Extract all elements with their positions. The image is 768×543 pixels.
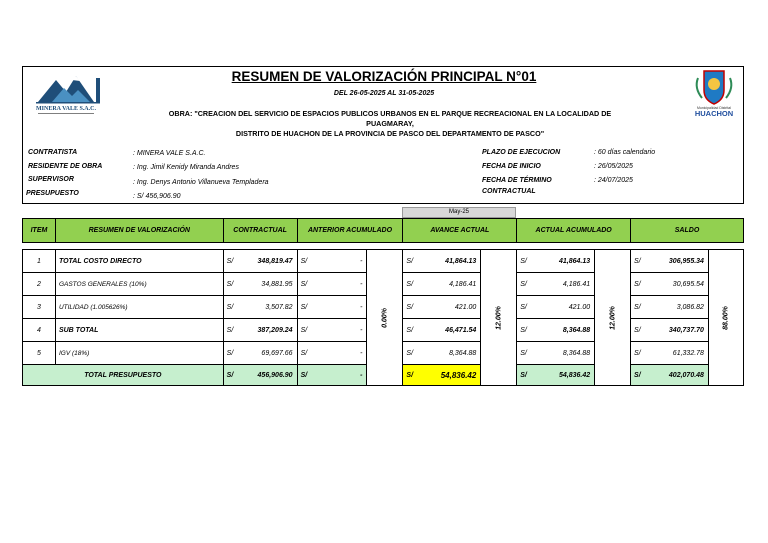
currency: S/ bbox=[631, 365, 649, 386]
contratista-label: CONTRATISTA bbox=[28, 149, 78, 156]
col-actual: ACTUAL ACUMULADO bbox=[517, 219, 631, 243]
currency: S/ bbox=[517, 296, 535, 319]
currency: S/ bbox=[223, 273, 241, 296]
currency: S/ bbox=[517, 250, 535, 273]
obra-line-1: OBRA: "CREACION DEL SERVICIO DE ESPACIOS PUBLICOS URBANOS EN EL PARQUE RECREACIONAL EN LA LOCALIDAD DE PUAGMARAY, bbox=[168, 109, 612, 128]
row-item: 3 bbox=[23, 296, 56, 319]
col-resumen: RESUMEN DE VALORIZACIÓN bbox=[55, 219, 223, 243]
row-desc: GASTOS GENERALES (10%) bbox=[55, 273, 223, 296]
contractual-label: CONTRACTUAL bbox=[482, 188, 536, 195]
logo-right-small: Municipalidad Distrital bbox=[696, 106, 732, 110]
logo-left-text: MINERA VALE S.A.C. bbox=[36, 106, 96, 112]
currency: S/ bbox=[403, 296, 421, 319]
row-saldo: 306,955.34 bbox=[649, 250, 709, 273]
logo-right-text: HUACHON bbox=[694, 109, 734, 118]
contratista-value: : MINERA VALE S.A.C. bbox=[133, 150, 206, 157]
currency: S/ bbox=[631, 319, 649, 342]
inicio-value: : 26/05/2025 bbox=[594, 163, 633, 170]
row-item: 5 bbox=[23, 342, 56, 365]
currency: S/ bbox=[517, 365, 535, 386]
termino-value: : 24/07/2025 bbox=[594, 177, 633, 184]
currency: S/ bbox=[403, 342, 421, 365]
row-avance: 41,864.13 bbox=[421, 250, 481, 273]
plazo-value: : 60 días calendario bbox=[594, 149, 656, 156]
currency: S/ bbox=[403, 273, 421, 296]
currency: S/ bbox=[297, 273, 315, 296]
row-avance: 4,186.41 bbox=[421, 273, 481, 296]
row-item: 2 bbox=[23, 273, 56, 296]
row-item: 1 bbox=[23, 250, 56, 273]
pct-actual: 12.00% bbox=[595, 250, 631, 386]
residente-label: RESIDENTE DE OBRA bbox=[28, 163, 103, 170]
total-avance: 54,836.42 bbox=[421, 365, 481, 386]
currency: S/ bbox=[297, 342, 315, 365]
col-anterior: ANTERIOR ACUMULADO bbox=[297, 219, 403, 243]
pct-anterior: 0.00% bbox=[367, 250, 403, 386]
col-saldo: SALDO bbox=[631, 219, 744, 243]
currency: S/ bbox=[223, 250, 241, 273]
row-actual: 421.00 bbox=[535, 296, 595, 319]
obra-line-2: DISTRITO DE HUACHON DE LA PROVINCIA DE PASCO DEL DEPARTAMENTO DE PASCO" bbox=[235, 129, 545, 138]
currency: S/ bbox=[403, 319, 421, 342]
total-label: TOTAL PRESUPUESTO bbox=[23, 365, 224, 386]
row-contractual: 348,819.47 bbox=[241, 250, 297, 273]
month-label: May-25 bbox=[402, 207, 516, 218]
currency: S/ bbox=[403, 250, 421, 273]
supervisor-label: SUPERVISOR bbox=[28, 176, 74, 183]
period: DEL 26-05-2025 AL 31-05-2025 bbox=[333, 90, 435, 97]
row-saldo: 340,737.70 bbox=[649, 319, 709, 342]
obra-description bbox=[150, 109, 630, 139]
currency: S/ bbox=[517, 342, 535, 365]
currency: S/ bbox=[297, 250, 315, 273]
row-avance: 421.00 bbox=[421, 296, 481, 319]
currency: S/ bbox=[223, 342, 241, 365]
row-anterior: - bbox=[315, 319, 367, 342]
row-contractual: 34,881.95 bbox=[241, 273, 297, 296]
row-anterior: - bbox=[315, 273, 367, 296]
row-actual: 41,864.13 bbox=[535, 250, 595, 273]
currency: S/ bbox=[403, 365, 421, 386]
presupuesto-label: PRESUPUESTO bbox=[26, 190, 79, 197]
row-saldo: 30,695.54 bbox=[649, 273, 709, 296]
currency: S/ bbox=[223, 319, 241, 342]
pct-saldo: 88.00% bbox=[708, 250, 743, 386]
currency: S/ bbox=[631, 250, 649, 273]
total-saldo: 402,070.48 bbox=[649, 365, 709, 386]
total-actual: 54,836.42 bbox=[535, 365, 595, 386]
row-contractual: 387,209.24 bbox=[241, 319, 297, 342]
row-actual: 8,364.88 bbox=[535, 319, 595, 342]
col-item: ITEM bbox=[23, 219, 56, 243]
currency: S/ bbox=[631, 342, 649, 365]
row-contractual: 3,507.82 bbox=[241, 296, 297, 319]
currency: S/ bbox=[223, 365, 241, 386]
table-row bbox=[23, 250, 744, 273]
table-header-row bbox=[23, 219, 744, 243]
residente-value: : Ing. Jimil Kenidy Miranda Andres bbox=[133, 164, 239, 171]
row-avance: 46,471.54 bbox=[421, 319, 481, 342]
currency: S/ bbox=[517, 273, 535, 296]
row-anterior: - bbox=[315, 296, 367, 319]
col-contractual: CONTRACTUAL bbox=[223, 219, 297, 243]
document-title: RESUMEN DE VALORIZACIÓN PRINCIPAL N°01 bbox=[231, 69, 537, 84]
total-anterior: - bbox=[315, 365, 367, 386]
currency: S/ bbox=[297, 365, 315, 386]
row-item: 4 bbox=[23, 319, 56, 342]
row-saldo: 3,086.82 bbox=[649, 296, 709, 319]
plazo-label: PLAZO DE EJECUCION bbox=[482, 149, 561, 156]
inicio-label: FECHA DE INICIO bbox=[482, 163, 541, 170]
termino-label: FECHA DE TÉRMINO bbox=[482, 177, 552, 184]
col-avance: AVANCE ACTUAL bbox=[403, 219, 517, 243]
currency: S/ bbox=[297, 319, 315, 342]
row-desc: SUB TOTAL bbox=[55, 319, 223, 342]
row-saldo: 61,332.78 bbox=[649, 342, 709, 365]
presupuesto-value: : S/ 456,906.90 bbox=[133, 193, 181, 200]
supervisor-value: : Ing. Denys Antonio Villanueva Templadera bbox=[133, 179, 269, 186]
currency: S/ bbox=[297, 296, 315, 319]
row-desc: IGV (18%) bbox=[55, 342, 223, 365]
valorization-table bbox=[22, 218, 744, 386]
row-actual: 4,186.41 bbox=[535, 273, 595, 296]
gap-row bbox=[23, 243, 744, 250]
currency: S/ bbox=[517, 319, 535, 342]
currency: S/ bbox=[631, 273, 649, 296]
row-anterior: - bbox=[315, 342, 367, 365]
row-desc: UTILIDAD (1.005626%) bbox=[55, 296, 223, 319]
row-contractual: 69,697.66 bbox=[241, 342, 297, 365]
row-desc: TOTAL COSTO DIRECTO bbox=[55, 250, 223, 273]
total-contractual: 456,906.90 bbox=[241, 365, 297, 386]
row-avance: 8,364.88 bbox=[421, 342, 481, 365]
row-actual: 8,364.88 bbox=[535, 342, 595, 365]
currency: S/ bbox=[631, 296, 649, 319]
pct-avance: 12.00% bbox=[481, 250, 517, 386]
currency: S/ bbox=[223, 296, 241, 319]
row-anterior: - bbox=[315, 250, 367, 273]
